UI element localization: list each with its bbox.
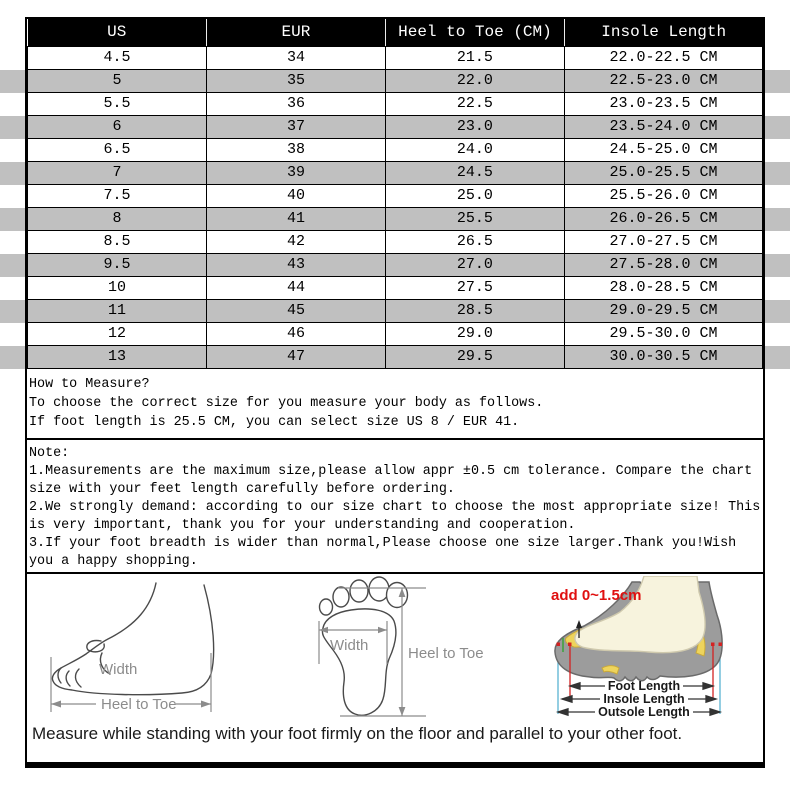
note-title: Note:	[29, 445, 70, 461]
table-row	[28, 92, 763, 115]
cell: 4.5	[28, 46, 207, 69]
size-table-body	[28, 46, 763, 368]
cell: 13	[28, 345, 207, 368]
outsole-length-label: Outsole Length	[598, 704, 690, 719]
cell: 7.5	[28, 184, 207, 207]
cell: 8	[28, 207, 207, 230]
cell: 12	[28, 322, 207, 345]
cell: 6	[28, 115, 207, 138]
cell: 41	[206, 207, 385, 230]
cell: 40	[206, 184, 385, 207]
table-row	[28, 138, 763, 161]
stripe-wing	[765, 116, 790, 139]
stripe-wing	[765, 162, 790, 185]
cell: 23.5-24.0 CM	[564, 115, 762, 138]
column-header: Insole Length	[564, 19, 762, 46]
length-dimension-labels	[598, 679, 690, 719]
stripe-wing	[0, 70, 25, 93]
cell: 43	[206, 253, 385, 276]
cell: 35	[206, 69, 385, 92]
cell: 38	[206, 138, 385, 161]
stripe-wing	[765, 208, 790, 231]
add-tolerance-label: add 0~1.5cm	[551, 586, 642, 604]
cell: 44	[206, 276, 385, 299]
cell: 34	[206, 46, 385, 69]
cell: 27.5-28.0 CM	[564, 253, 762, 276]
side-foot-diagram	[44, 577, 256, 725]
cell: 23.0	[385, 115, 564, 138]
top-foot-heel-toe-label: Heel to Toe	[408, 644, 484, 662]
note-item: 2.We strongly demand: according to our size chart to choose the most appropriate size! This is very important, thank you for your understanding and cooperation.	[29, 499, 761, 533]
cell: 30.0-30.5 CM	[564, 345, 762, 368]
stripe-wing	[0, 346, 25, 369]
side-foot-heel-toe-label: Heel to Toe	[101, 695, 177, 713]
header-row	[28, 19, 763, 46]
cell: 26.5	[385, 230, 564, 253]
stripe-wing	[0, 254, 25, 277]
shoe-diagram	[548, 576, 744, 724]
cell: 26.0-26.5 CM	[564, 207, 762, 230]
how-to-measure-title: How to Measure?	[29, 376, 150, 392]
stripe-wing	[765, 300, 790, 323]
cell: 9.5	[28, 253, 207, 276]
stripe-wing	[765, 254, 790, 277]
table-row	[28, 322, 763, 345]
stripe-wing	[765, 70, 790, 93]
how-to-measure-section	[27, 369, 763, 440]
measure-caption: Measure while standing with your foot firmly on the floor and parallel to your other foot.	[32, 723, 683, 743]
cell: 27.0-27.5 CM	[564, 230, 762, 253]
cell: 8.5	[28, 230, 207, 253]
cell: 24.0	[385, 138, 564, 161]
cell: 29.5	[385, 345, 564, 368]
side-foot-width-label: Width	[99, 660, 138, 678]
cell: 46	[206, 322, 385, 345]
cell: 24.5	[385, 161, 564, 184]
cell: 11	[28, 299, 207, 322]
stripe-wing	[0, 208, 25, 231]
table-row	[28, 207, 763, 230]
cell: 37	[206, 115, 385, 138]
cell: 5.5	[28, 92, 207, 115]
cell: 5	[28, 69, 207, 92]
table-row	[28, 253, 763, 276]
insole-length-label: Insole Length	[603, 691, 685, 706]
cell: 22.0-22.5 CM	[564, 46, 762, 69]
cell: 39	[206, 161, 385, 184]
table-row	[28, 161, 763, 184]
cell: 23.0-23.5 CM	[564, 92, 762, 115]
stripe-wing	[765, 346, 790, 369]
table-row	[28, 276, 763, 299]
note-item: 1.Measurements are the maximum size,please allow appr ±0.5 cm tolerance. Compare the chart size with your feet length carefully before ordering.	[29, 463, 753, 497]
cell: 29.0	[385, 322, 564, 345]
stripe-wing	[0, 116, 25, 139]
cell: 27.0	[385, 253, 564, 276]
table-row	[28, 69, 763, 92]
cell: 36	[206, 92, 385, 115]
cell: 27.5	[385, 276, 564, 299]
diagram-section	[27, 574, 763, 760]
cell: 10	[28, 276, 207, 299]
cell: 42	[206, 230, 385, 253]
note-section	[27, 440, 763, 574]
table-row	[28, 46, 763, 69]
how-to-measure-line: To choose the correct size for you measure your body as follows.	[29, 395, 544, 411]
cell: 25.5	[385, 207, 564, 230]
stripe-wing	[0, 162, 25, 185]
cell: 28.5	[385, 299, 564, 322]
foot-length-label: Foot Length	[607, 678, 681, 693]
cell: 25.5-26.0 CM	[564, 184, 762, 207]
column-header: US	[28, 19, 207, 46]
stripe-wing	[0, 300, 25, 323]
cell: 47	[206, 345, 385, 368]
cell: 6.5	[28, 138, 207, 161]
cell: 25.0-25.5 CM	[564, 161, 762, 184]
tolerance-arrowhead	[576, 620, 582, 628]
table-row	[28, 299, 763, 322]
cell: 28.0-28.5 CM	[564, 276, 762, 299]
cell: 22.0	[385, 69, 564, 92]
top-foot-width-label: Width	[330, 636, 369, 654]
cell: 7	[28, 161, 207, 184]
table-row	[28, 345, 763, 368]
cell: 21.5	[385, 46, 564, 69]
how-to-measure-line: If foot length is 25.5 CM, you can select size US 8 / EUR 41.	[29, 414, 520, 430]
cell: 29.5-30.0 CM	[564, 322, 762, 345]
table-row	[28, 230, 763, 253]
cell: 25.0	[385, 184, 564, 207]
table-row	[28, 184, 763, 207]
size-chart-frame	[25, 17, 765, 768]
cell: 22.5	[385, 92, 564, 115]
cell: 24.5-25.0 CM	[564, 138, 762, 161]
cell: 45	[206, 299, 385, 322]
column-header: EUR	[206, 19, 385, 46]
cell: 22.5-23.0 CM	[564, 69, 762, 92]
cell: 29.0-29.5 CM	[564, 299, 762, 322]
size-table	[27, 19, 763, 369]
table-row	[28, 115, 763, 138]
note-list	[29, 463, 763, 571]
top-foot-diagram	[313, 576, 487, 724]
note-item: 3.If your foot breadth is wider than normal,Please choose one size larger.Thank you!Wish you a happy shopping.	[29, 535, 737, 569]
column-header: Heel to Toe (CM)	[385, 19, 564, 46]
